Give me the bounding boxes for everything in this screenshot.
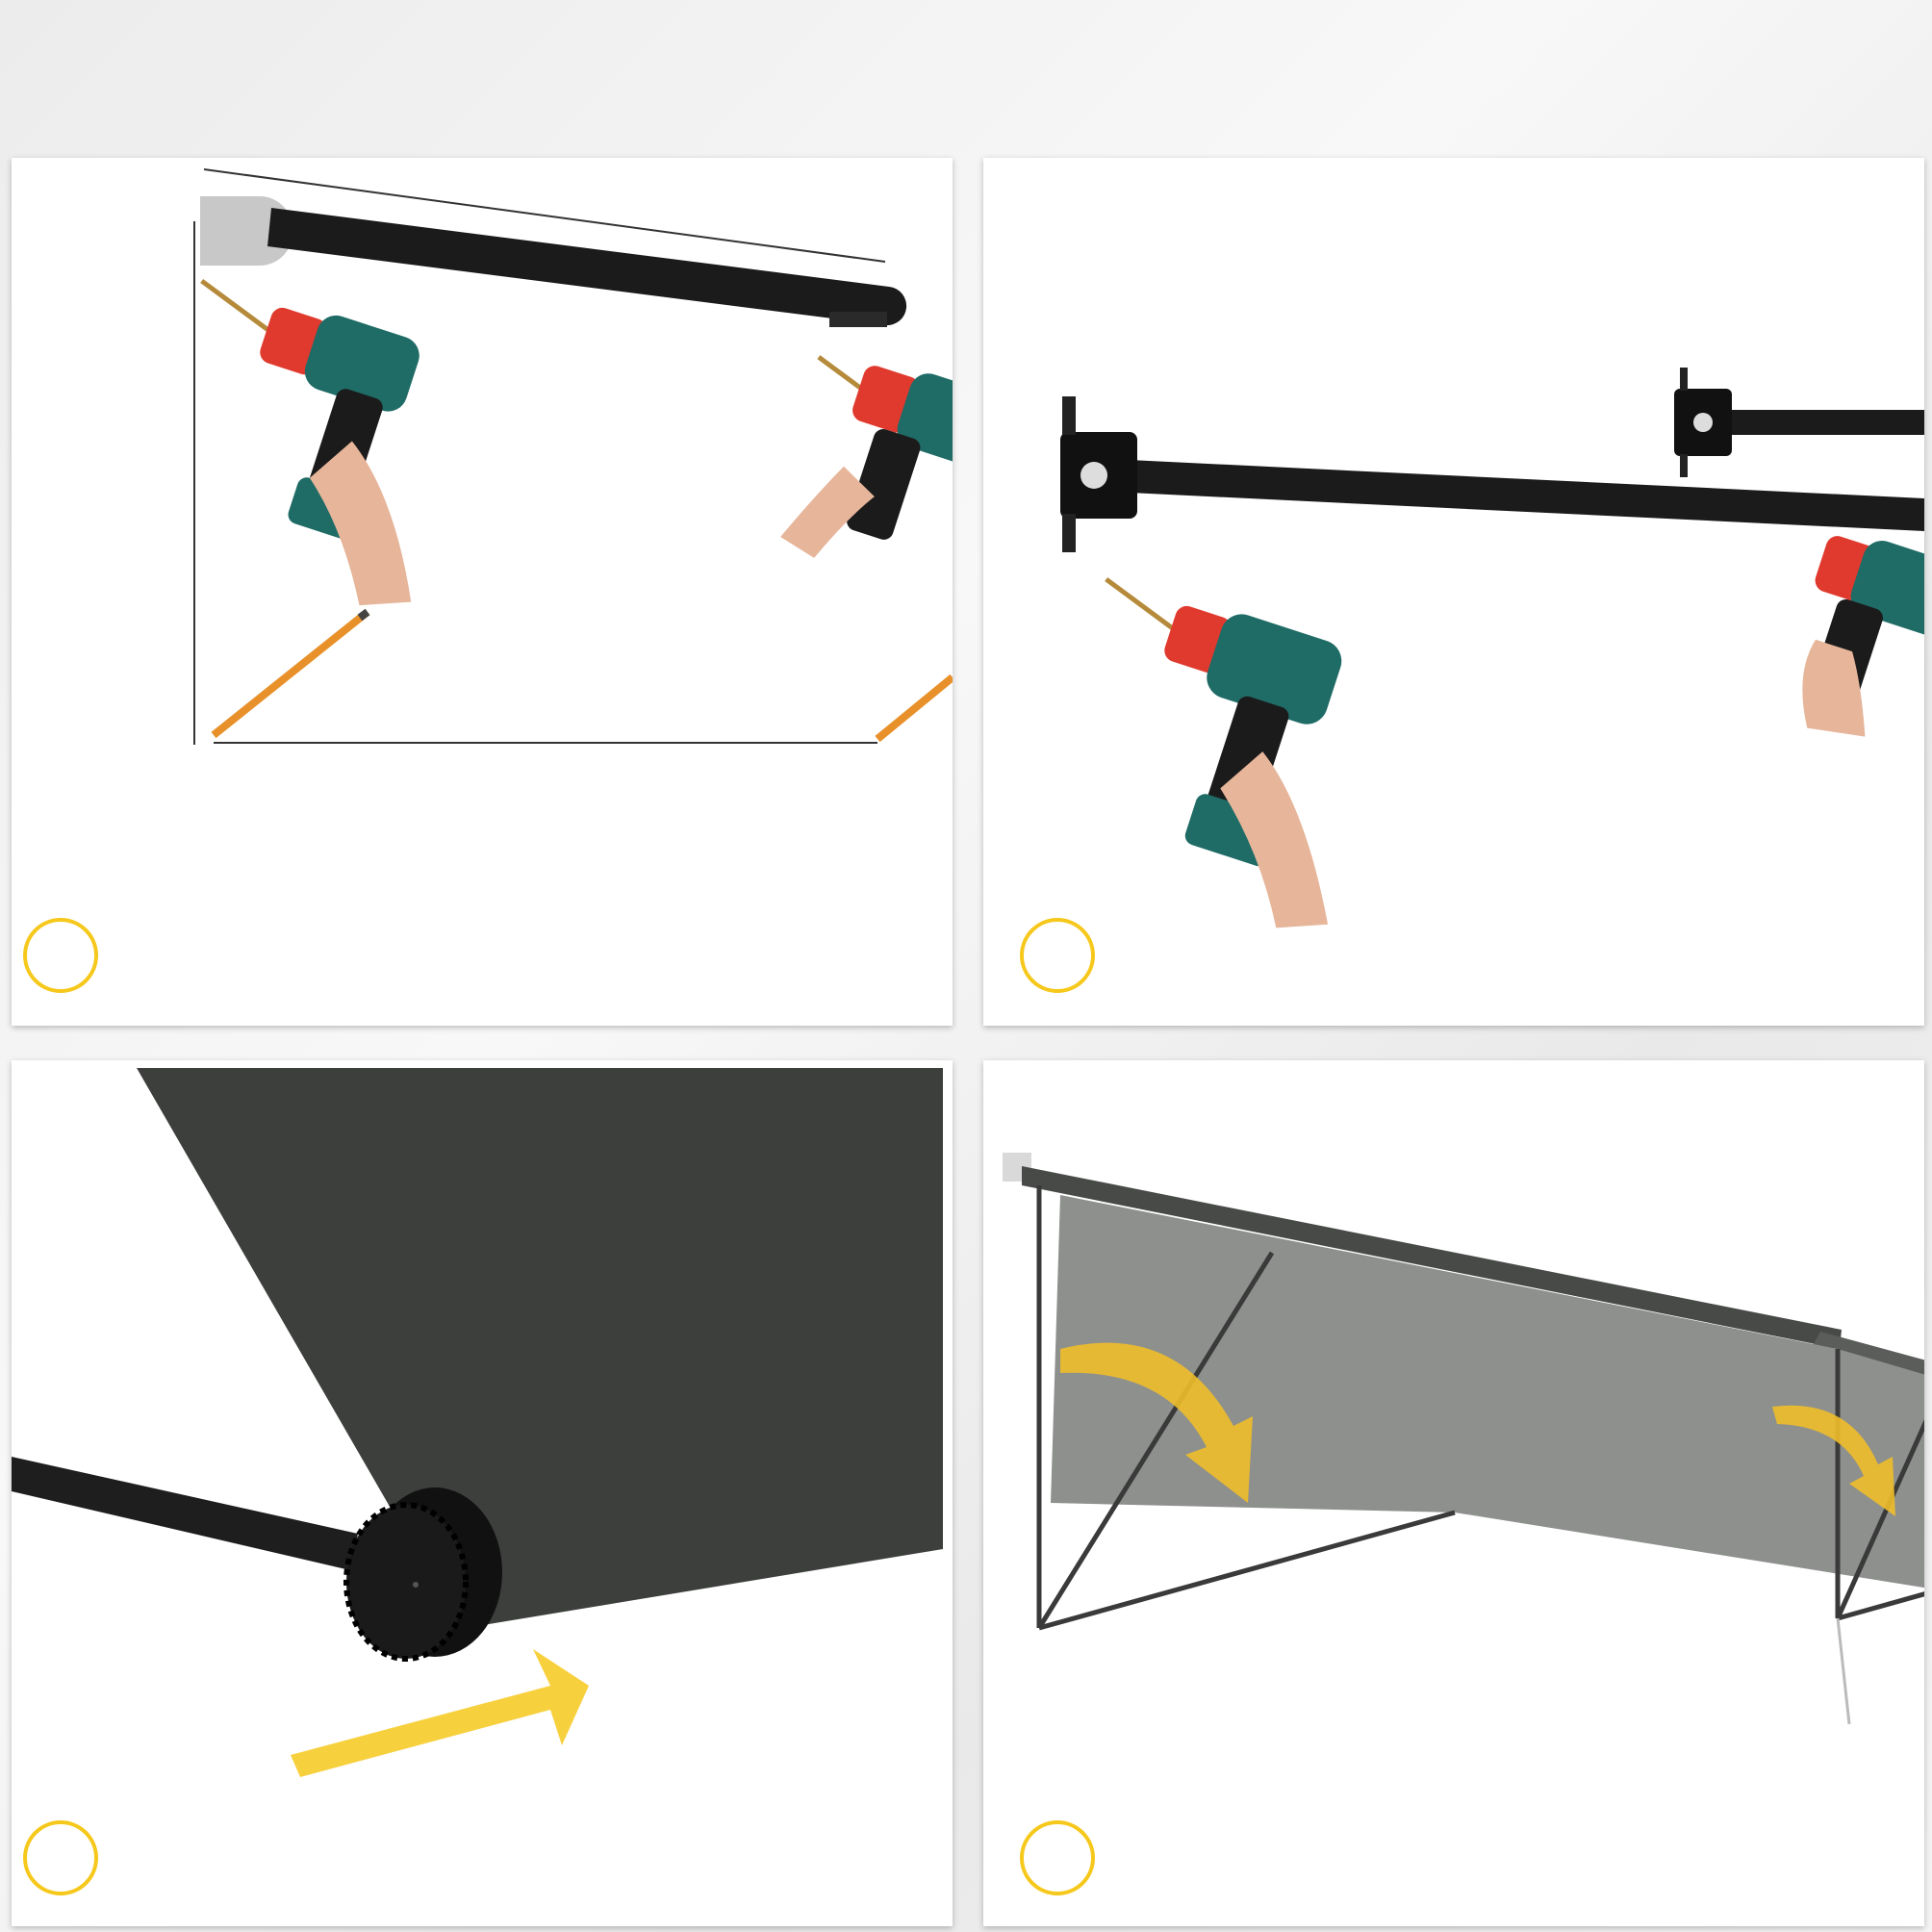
drill-icon — [1020, 571, 1411, 943]
step-4-panel — [983, 1060, 1924, 1926]
step-number-badge — [23, 1820, 98, 1895]
step-number-badge — [1020, 918, 1095, 993]
step-number-badge — [1020, 1820, 1095, 1895]
step-1-panel — [12, 158, 953, 1026]
step-2-panel — [983, 158, 1924, 1026]
lower-bar — [12, 1457, 358, 1570]
step-number-badge — [23, 918, 98, 993]
upper-roller-bar — [267, 208, 906, 325]
lower-bracket — [1674, 368, 1732, 477]
step-4-illustration — [983, 1060, 1924, 1926]
drill-icon — [1770, 523, 1924, 760]
step-1-illustration — [12, 158, 953, 1026]
step-2-illustration — [983, 158, 1924, 1026]
drill-icon — [121, 272, 488, 621]
pencil-icon — [214, 612, 368, 735]
lower-bar-front — [1089, 458, 1924, 531]
arrow-icon — [291, 1649, 589, 1777]
right-bracket — [829, 312, 887, 327]
drill-icon — [759, 339, 953, 602]
end-cap — [346, 1487, 502, 1659]
step-3-illustration — [12, 1060, 953, 1926]
pencil-icon — [877, 677, 953, 739]
lower-bracket — [1060, 396, 1137, 552]
step-3-panel — [12, 1060, 953, 1926]
